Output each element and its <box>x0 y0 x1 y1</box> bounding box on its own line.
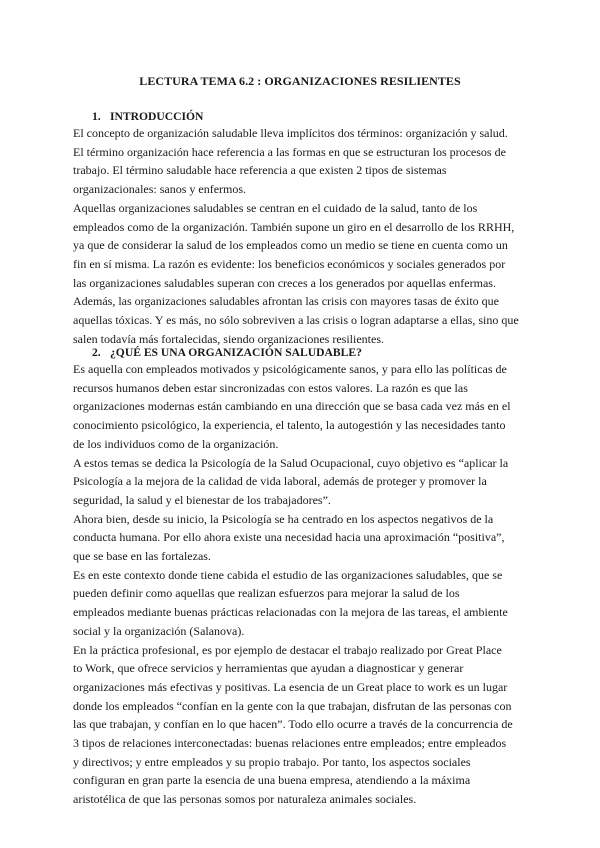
paragraph-line: ya que de considerar la salud de los empleados como un medio se tiene en cuenta como un <box>73 238 508 253</box>
paragraph-line: Además, las organizaciones saludables afrontan las crisis con mayores tasas de éxito que <box>73 294 499 309</box>
paragraph-line: aquellas tóxicas. Y es más, no sólo sobreviven a las crisis o logran adaptarse a ellas, sino que <box>73 313 519 328</box>
paragraph-line: trabajo. El término saludable hace referencia a que existen 2 tipos de sistemas <box>73 163 447 178</box>
paragraph-line: donde los empleados “confían en la gente con la que trabajan, disfrutan de las personas con <box>73 698 512 713</box>
paragraph-line: A estos temas se dedica la Psicología de la Salud Ocupacional, cuyo objetivo es “aplicar la <box>73 455 509 470</box>
paragraph-line: El término organización hace referencia a las formas en que se estructuran los procesos de <box>73 144 506 159</box>
paragraph-line: seguridad, la salud y el bienestar de los trabajadores”. <box>73 492 331 507</box>
paragraph-line: social y la organización (Salanova). <box>73 623 245 638</box>
paragraph-line: empleados como de la organización. También supone un giro en el desarrollo de los RRHH, <box>73 219 515 234</box>
paragraph-line: Es aquella con empleados motivados y psicológicamente sanos, y para ello las políticas de <box>73 362 507 376</box>
paragraph-line: to Work, que ofrece servicios y herramientas que ayudan a diagnosticar y generar <box>73 661 464 676</box>
paragraph-line: pueden definir como aquellas que realizan esfuerzos para mejorar la salud de los <box>73 586 460 601</box>
section-body-organizacion-saludable <box>73 360 543 809</box>
paragraph-line: las que trabajan, y confían en lo que hacen”. Todo ello ocurre a través de la concurrencia de <box>73 717 513 732</box>
paragraph-line: empleados mediante buenas prácticas relacionadas con la mejora de las tareas, el ambiente <box>73 605 508 620</box>
paragraph-line: de los individuos como de la organización. <box>73 436 279 451</box>
paragraph-line: que se base en las fortalezas. <box>73 549 211 564</box>
paragraph-line: 3 tipos de relaciones interconectadas: buenas relaciones entre empleados; entre empleados <box>73 736 507 751</box>
paragraph-line: y directivos; y entre empleados y su propio trabajo. Por tanto, los aspectos sociales <box>73 754 471 769</box>
paragraph-line: aristotélica de que las personas somos por naturaleza animales sociales. <box>73 792 417 807</box>
paragraph-line: En la práctica profesional, es por ejemplo de destacar el trabajo realizado por Great Place <box>73 642 502 657</box>
paragraph-line: organizacionales: sanos y enfermos. <box>73 182 247 197</box>
section-heading-organizacion-saludable <box>92 346 362 359</box>
section-number: 2. <box>92 346 101 359</box>
paragraph-line: Psicología a la mejora de la calidad de vida laboral, además de proteger y promover la <box>73 474 487 489</box>
paragraph-line: salen todavía más fortalecidas, siendo organizaciones resilientes. <box>73 331 385 346</box>
paragraph-line: El concepto de organización saludable lleva implícitos dos términos: organización y salud. <box>73 126 508 140</box>
document-title: LECTURA TEMA 6.2 : ORGANIZACIONES RESILIENTES <box>139 74 461 88</box>
paragraph-line: fin en sí misma. La razón es evidente: los beneficios económicos y sociales generados por <box>73 256 506 271</box>
paragraph-line: organizaciones modernas están cambiando en una dirección que se basa cada vez más en el <box>73 399 511 414</box>
section-title: INTRODUCCIÓN <box>110 110 204 123</box>
paragraph-line: las organizaciones saludables superan con creces a los generados por aquellas enfermas. <box>73 275 496 290</box>
paragraph-line: conocimiento psicológico, la experiencia, el talento, la autogestión y las necesidades tanto <box>73 418 506 433</box>
section-heading-introduccion <box>92 110 203 123</box>
paragraph-line: configuran en gran parte la esencia de una buena empresa, atendiendo a la máxima <box>73 773 471 788</box>
section-body-introduccion <box>73 124 543 348</box>
section-number: 1. <box>92 110 101 123</box>
section-title: ¿QUÉ ES UNA ORGANIZACIÓN SALUDABLE? <box>110 346 362 359</box>
paragraph-line: Es en este contexto donde tiene cabida el estudio de las organizaciones saludables, que se <box>73 567 503 582</box>
paragraph-line: organizaciones más efectivas y positivas. La esencia de un Great place to work es un lugar <box>73 679 508 694</box>
paragraph-line: Ahora bien, desde su inicio, la Psicología se ha centrado en los aspectos negativos de la <box>73 511 494 526</box>
paragraph-line: Aquellas organizaciones saludables se centran en el cuidado de la salud, tanto de los <box>73 200 478 215</box>
paragraph-line: recursos humanos deben estar sincronizadas con estos valores. La razón es que las <box>73 380 468 395</box>
paragraph-line: conducta humana. Por ello ahora existe una necesidad hacia una aproximación “positiva”, <box>73 530 505 545</box>
